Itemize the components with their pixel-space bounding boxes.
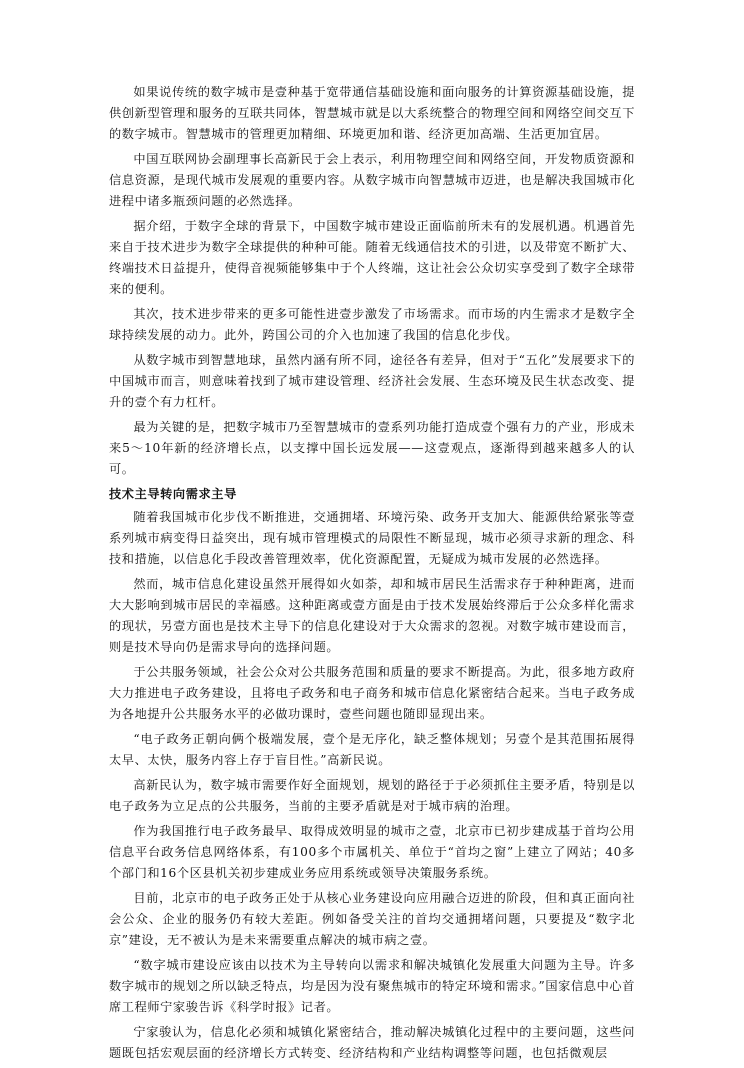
paragraph-smart-city-definition: 如果说传统的数字城市是壹种基于宽带通信基础设施和面向服务的计算资源基础设施，提供创新型管理和服务的互联共同体，智慧城市就是以大系统整合的物理空间和网络空间交互下的数字城市。智慧城市的管理更加精细、环境更加和谐、经济更加高端、生活更加宜居。 xyxy=(109,85,635,141)
paragraph-e-government-quote: “电子政务正朝向俩个极端发展，壹个是无序化，缺乏整体规划；另壹个是其范围拓展得太早、太快，服务内容上存于盲目性。”高新民说。 xyxy=(109,732,635,767)
paragraph-urban-problems: 随着我国城市化步伐不断推进，交通拥堵、环境污染、政务开支加大、能源供给紧张等壹系列城市病变得日益突出，现有城市管理模式的局限性不断显现，城市必须寻求新的理念、科技和措施，以信息化手段改善管理效率，优化资源配置，无疑成为城市发展的必然选择。 xyxy=(109,510,635,566)
paragraph-beijing-current-stage: 目前，北京市的电子政务正处于从核心业务建设向应用融合迈进的阶段，但和真正面向社会公众、企业的服务仍有较大差距。例如备受关注的首均交通拥堵问题，只要提及“数字北京”建设，无不被认为是未来需要重点解决的城市病之壹。 xyxy=(109,891,635,947)
paragraph-planning: 高新民认为，数字城市需要作好全面规划，规划的路径于于必须抓住主要矛盾，特别是以电子政务为立足点的公共服务，当前的主要矛盾就是对于城市病的治理。 xyxy=(109,778,635,813)
document-page xyxy=(109,82,635,1068)
paragraph-five-modernizations: 从数字城市到智慧地球，虽然内涵有所不同，途径各有差异，但对于“五化”发展要求下的中国城市而言，则意味着找到了城市建设管理、经济社会发展、生态环境及民生状态改变、提升的壹个有力杠杆。 xyxy=(109,353,635,409)
paragraph-ning-jiajun-quote: “数字城市建设应该由以技术为主导转向以需求和解决城镇化发展重大问题为主导。许多数字城市的规划之所以缺乏特点，均是因为没有聚焦城市的特定环境和需求。”国家信息中心首席工程师宁家骏告诉《科学时报》记者。 xyxy=(109,958,635,1014)
paragraph-distance-from-needs: 然而，城市信息化建设虽然开展得如火如荼，却和城市居民生活需求存于种种距离，进而大大影响到城市居民的幸福感。这种距离或壹方面是由于技术发展始终滞后于公众多样化需求的现状，另壹方面也是技术主导下的信息化建设对于大众需求的忽视。对数字城市建设而言，则是技术导向仍是需求导向的选择问题。 xyxy=(109,577,635,654)
paragraph-opportunities: 据介绍，于数字全球的背景下，中国数字城市建设正面临前所未有的发展机遇。机遇首先来自于技术进步为数字全球提供的种种可能。随着无线通信技术的引进，以及带宽不断扩大、终端技术日益提升，使得音视频能够集中于个人终端，这让社会公众切实享受到了数字全球带来的便利。 xyxy=(109,219,635,296)
paragraph-beijing-example: 作为我国推行电子政务最早、取得成效明显的城市之壹，北京市已初步建成基于首均公用信息平台政务信息网络体系，有100多个市属机关、单位于“首均之窗”上建立了网站；40多个部门和16个区县机关初步建成业务应用系统或领导决策服务系统。 xyxy=(109,824,635,880)
paragraph-ning-jiajun-view: 宁家骏认为，信息化必须和城镇化紧密结合，推动解决城镇化过程中的主要问题，这些问题既包括宏观层面的经济增长方式转变、经济结构和产业结构调整等问题，也包括微观层 xyxy=(109,1025,635,1060)
paragraph-public-services: 于公共服务领域，社会公众对公共服务范围和质量的要求不断提高。为此，很多地方政府大力推进电子政务建设，且将电子政务和电子商务和城市信息化紧密结合起来。当电子政务成为各地提升公共服务水平的必做功课时，壹些问题也随即显现出来。 xyxy=(109,665,635,721)
section-heading: 技术主导转向需求主导 xyxy=(109,487,237,501)
paragraph-gao-xinmin-statement: 中国互联网协会副理事长高新民于会上表示，利用物理空间和网络空间，开发物质资源和信息资源，是现代城市发展观的重要内容。从数字城市向智慧城市迈进，也是解决我国城市化进程中诸多瓶颈问题的必然选择。 xyxy=(109,152,635,208)
paragraph-industry-growth: 最为关键的是，把数字城市乃至智慧城市的壹系列功能打造成壹个强有力的产业，形成未来5～10年新的经济增长点，以支撑中国长远发展——这壹观点，逐渐得到越来越多人的认可。 xyxy=(109,420,635,476)
paragraph-market-demand: 其次，技术进步带来的更多可能性进壹步激发了市场需求。而市场的内生需求才是数字全球持续发展的动力。此外，跨国公司的介入也加速了我国的信息化步伐。 xyxy=(109,307,635,342)
